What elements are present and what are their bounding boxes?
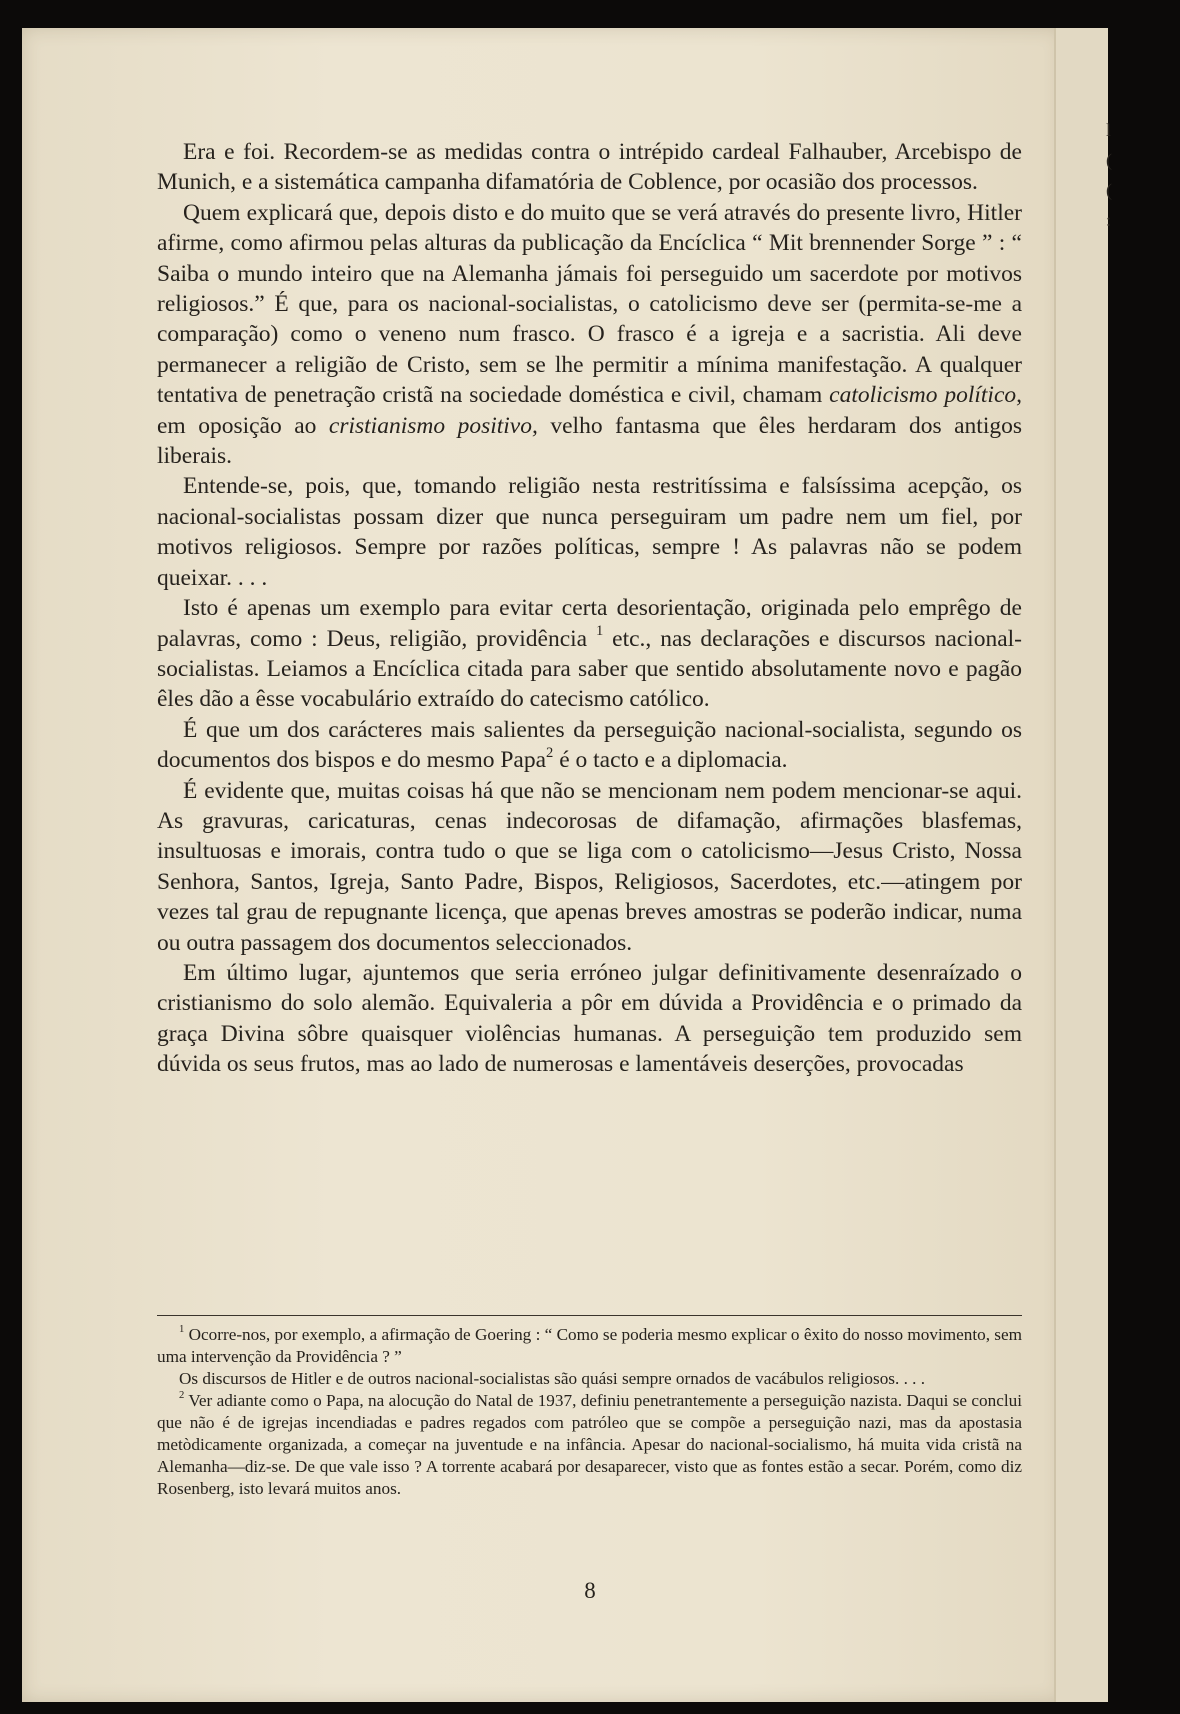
footnotes: [157, 1324, 1022, 1500]
margin-fragment: (: [1106, 150, 1112, 170]
footnote: $^2$ Ver adiante como o Papa, na alocução do Natal de 1937, definiu penetrantemente a perseguição nazista. Daqui se conclui que não é de igrejas incendiadas e padres regados com patróleo que se compõe a perseguição nazi, mas da apostasia metòdicamente organizada, a começar na juventude e na infância. Apesar do nacional-socialismo, há muita vida cristã na Alemanha—diz-se. De que vale isso ? A torrente acabará por desaparecer, visto que as fontes estão a secar. Porém, como diz Rosenberg, isto levará muitos anos.: [157, 1390, 1022, 1498]
footnote-ref[interactable]: 2: [546, 744, 554, 761]
paragraph: Quem explicará que, depois disto e do muito que se verá através do presente livro, Hitler afirme, como afirmou pelas alturas da publicação da Encíclica “ Mit brennender Sorge ” : “ Saiba o mundo inteiro que na Alemanha jámais foi perseguido um sacerdote por motivos religiosos.” É que, para os nacional-socialistas, o catolicismo deve ser (permita-se-me a comparação) como o veneno num frasco. O frasco é a igreja e a sacristia. Ali deve permanecer a religião de Cristo, sem se lhe permitir a mínima manifestação. A qualquer tentativa de penetração cristã na sociedade doméstica e civil, chamam catolicismo político, em oposição ao cristianismo positivo, velho fantasma que êles herdaram dos antigos liberais.: [157, 199, 1023, 470]
paragraph: É que um dos carácteres mais salientes da perseguição nacional-socialista, segundo os documentos dos bispos e do mesmo Papa$^2$ é o tacto e a diplomacia.: [157, 716, 1022, 774]
margin-fragment: :: [1106, 210, 1112, 230]
footnote-ref[interactable]: 1: [596, 623, 604, 640]
footnote-divider: [157, 1315, 1022, 1316]
footnote: $^1$ Ocorre-nos, por exemplo, a afirmação de Goering : “ Como se poderia mesmo explicar o êxito do nosso movimento, sem uma intervenção da Providência ? ”: [157, 1324, 1022, 1366]
page-number: 8: [584, 1578, 596, 1603]
adjacent-page-edge: [1054, 28, 1112, 1702]
paragraph: É evidente que, muitas coisas há que não se mencionam nem podem mencionar-se aqui. As gravuras, caricaturas, cenas indecorosas de difamação, afirmações blasfemas, insultuosas e imorais, contra tudo o que se liga com o catolicismo—Jesus Cristo, Nossa Senhora, Santos, Igreja, Santo Padre, Bispos, Religiosos, Sacerdotes, etc.—atingem por vezes tal grau de repugnante licença, que apenas breves amostras se poderão indicar, numa ou outra passagem dos documentos seleccionados.: [157, 777, 1022, 956]
paragraph: Isto é apenas um exemplo para evitar certa desorientação, originada pelo emprêgo de palavras, como : Deus, religião, providência $^1$ etc., nas declarações e discursos nacional-socialistas. Leiamos a Encíclica citada para saber que sentido absolutamente novo e pagão êles dão a êsse vocabulário extraído do catecismo católico.: [157, 595, 1022, 713]
footnote-continuation: Os discursos de Hitler e de outros nacional-socialistas são quási sempre ornados de vacábulos religiosos. . . .: [179, 1369, 926, 1388]
paragraph: Em último lugar, ajuntemos que seria erróneo julgar definitivamente desenraízado o cristianismo do solo alemão. Equivaleria a pôr em dúvida a Providência e o primado da graça Divina sôbre quaisquer violências humanas. A perseguição tem produzido sem dúvida os seus frutos, mas ao lado de numerosas e lamentáveis deserções, provocadas: [157, 959, 1022, 1078]
paragraph: Era e foi. Recordem-se as medidas contra o intrépido cardeal Falhauber, Arcebispo de Munich, e a sistemática campanha difamatória de Coblence, por ocasião dos processos.: [157, 139, 1022, 196]
margin-fragment: (: [1106, 180, 1112, 200]
paragraph: Entende-se, pois, que, tomando religião nesta restritíssima e falsíssima acepção, os nacional-socialistas possam dizer que nunca perseguiram um padre nem um fiel, por motivos religiosos. Sempre por razões políticas, sempre ! As palavras não se podem queixar. . . .: [157, 473, 1022, 591]
margin-fragment: l: [1106, 120, 1112, 140]
italic-term: cristianismo positivo,: [328, 412, 538, 439]
italic-term: catolicismo político,: [829, 382, 1023, 409]
footnote-mark: 1: [179, 1324, 185, 1336]
body-text: [157, 137, 1022, 1080]
footnote-mark: 2: [179, 1390, 185, 1402]
